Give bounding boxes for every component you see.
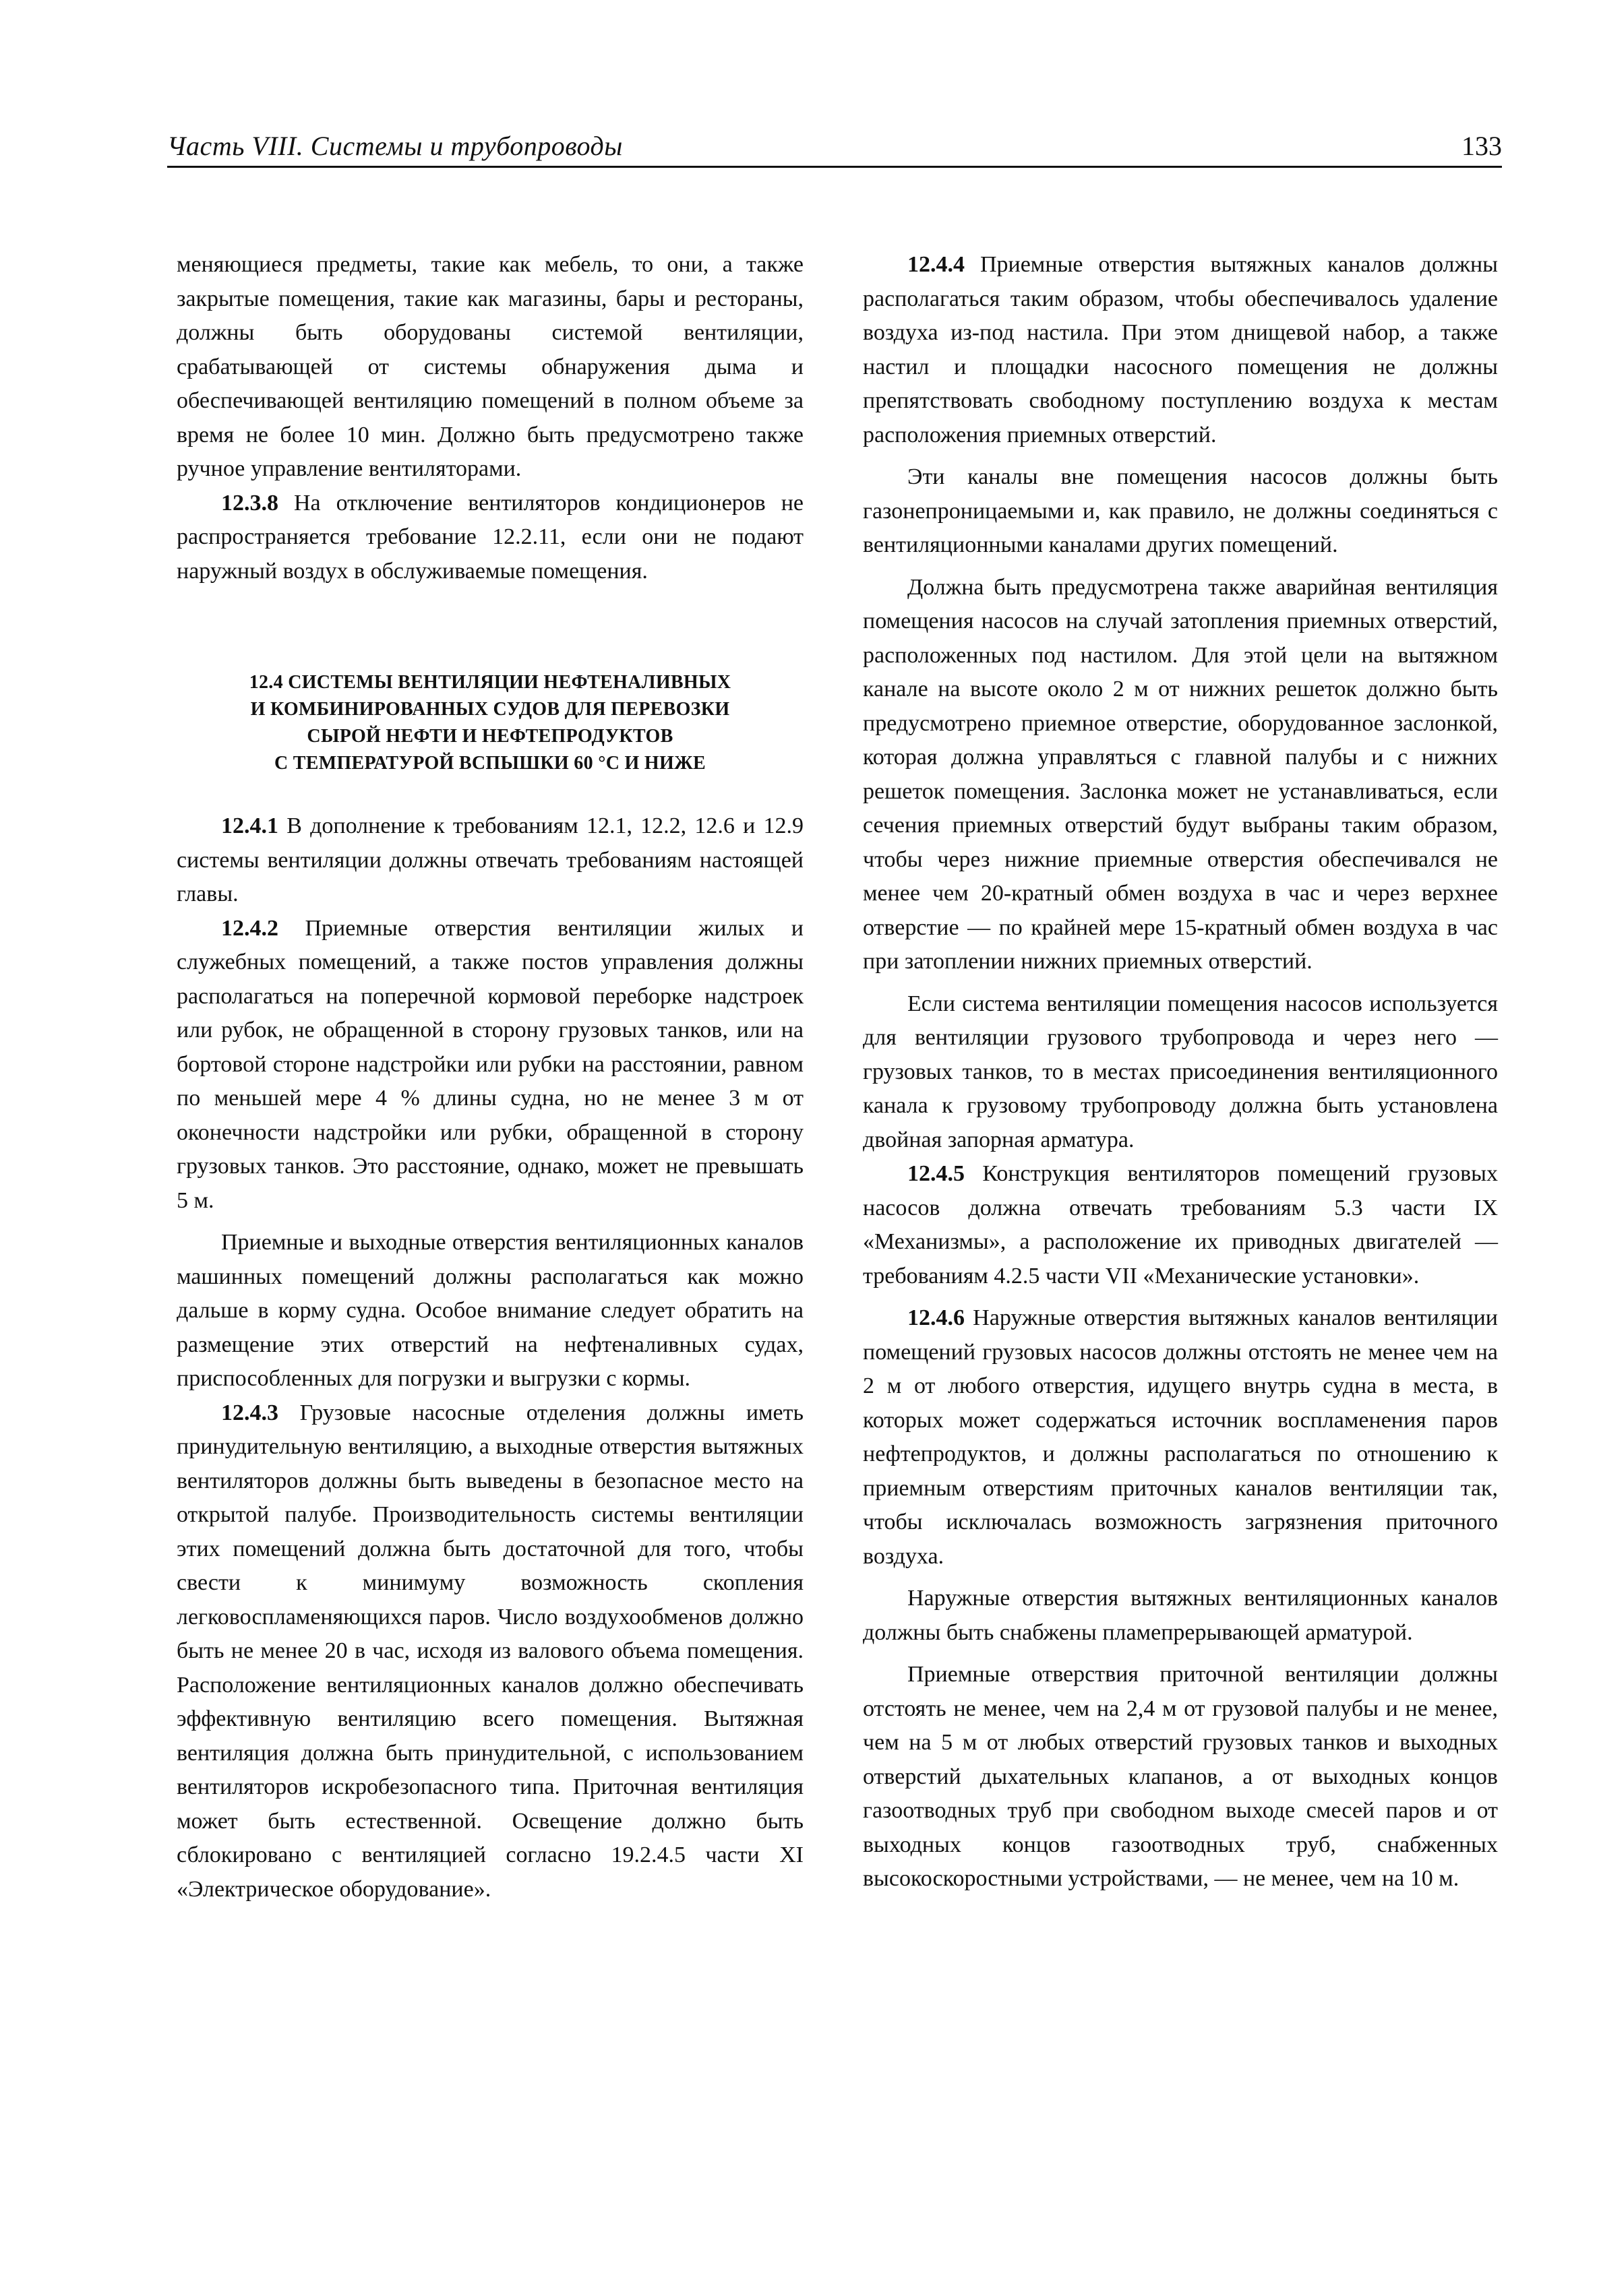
clause-number: 12.4.4 (907, 252, 965, 277)
clause-number: 12.3.8 (221, 490, 278, 516)
page-number: 133 (1461, 131, 1502, 161)
paragraph-12-4-1 (177, 809, 804, 912)
heading-line: С ТЕМПЕРАТУРОЙ ВСПЫШКИ 60 °С И НИЖЕ (274, 753, 706, 774)
paragraph: Эти каналы вне помещения насосов должны быть газонепроницаемыми и, как правило, не должны соединяться с вентиляционными каналами других помещений. (863, 464, 1498, 557)
paragraph-text: Приемные отверстия вентиляции жилых и служебных помещений, а также постов управления должны располагаться на поперечной кормовой переборке надстроек или рубок, не обращенной в сторону грузовых танков, или на бортовой стороне надстройки или рубки на расстоянии, равном по меньшей мере 4 % длины судна, но не менее 3 м от оконечности надстройки или рубки, обращенной в сторону грузовых танков. Это расстояние, однако, может не превышать 5 м. (177, 915, 804, 1213)
paragraph-text: В дополнение к требованиям 12.1, 12.2, 12.6 и 12.9 системы вентиляции должны отвечать требованиям настоящей главы. (177, 813, 804, 906)
heading-line: СЫРОЙ НЕФТИ И НЕФТЕПРОДУКТОВ (307, 726, 673, 747)
clause-number: 12.4.2 (221, 915, 278, 941)
paragraph-text: Наружные отверстия вытяжных каналов вентиляции помещений грузовых насосов должны отстоять не менее чем на 2 м от любого отверстия, идущего внутрь судна в места, в которых может содержаться источник воспламенения паров нефтепродуктов, и должны располагаться по отношению к приемным отверстиям приточных каналов вентиляции так, чтобы исключалась возможность загрязнения приточного воздуха. (863, 1305, 1498, 1569)
heading-line: 12.4 СИСТЕМЫ ВЕНТИЛЯЦИИ НЕФТЕНАЛИВНЫХ (249, 672, 731, 693)
paragraph-12-4-2 (177, 912, 804, 1218)
header-title: Часть VIII. Системы и трубопроводы (167, 131, 623, 161)
paragraph-12-4-5 (863, 1157, 1498, 1293)
paragraph: Приемные отверствия приточной вентиляции должны отстоять не менее, чем на 2,4 м от грузовой палубы и не менее, чем на 5 м от любых отверстий грузовых танков и выходных отверстий дыхательных клапанов, а от выходных концов газоотводных труб при свободном выходе смесей паров и от выходных концов газоотводных труб, снабженных высокоскоростными устройствами, — не менее, чем на 10 м. (863, 1662, 1498, 1891)
paragraph-12-3-8 (177, 487, 804, 589)
paragraph: Наружные отверстия вытяжных вентиляционных каналов должны быть снабжены пламепрерывающей арматурой. (863, 1586, 1498, 1645)
paragraph: Приемные и выходные отверстия вентиляционных каналов машинных помещений должны располагаться как можно дальше в корму судна. Особое внимание следует обратить на размещение этих отверстий на нефтеналивных судах, приспособленных для погрузки и выгрузки с кормы. (177, 1230, 804, 1391)
paragraph-text: Конструкция вентиляторов помещений грузовых насосов должна отвечать требованиям 5.3 части IX «Механизмы», а расположение их приводных двигателей — требованиям 4.2.5 части VII «Механические установки». (863, 1161, 1498, 1289)
clause-number: 12.4.5 (907, 1161, 965, 1186)
left-column (177, 248, 804, 1906)
paragraph: Должна быть предусмотрена также аварийная вентиляция помещения насосов на случай затопления приемных отверстий, расположенных под настилом. Для этой цели на вытяжном канале на высоте около 2 м от нижних решеток должно быть предусмотрено приемное отверстие, оборудованное заслонкой, которая должна управляться с главной палубы и с нижних решеток помещения. Заслонка может не устанавливаться, если сечения приемных отверстий будут выбраны таким образом, чтобы через нижние приемные отверстия обеспечивался не менее чем 20-кратный обмен воздуха в час и через верхнее отверстие — по крайней мере 15-кратный обмен воздуха в час при затоплении нижних приемных отверстий. (863, 574, 1498, 974)
running-header (167, 129, 1502, 168)
clause-number: 12.4.6 (907, 1305, 965, 1330)
heading-line: И КОМБИНИРОВАННЫХ СУДОВ ДЛЯ ПЕРЕВОЗКИ (250, 699, 730, 720)
paragraph-12-4-4 (863, 248, 1498, 452)
paragraph-12-4-3 (177, 1396, 804, 1907)
paragraph: Если система вентиляции помещения насосов используется для вентиляции грузового трубопровода и через него — грузовых танков, то в местах присоединения вентиляционного канала к грузовому трубопроводу должна быть установлена двойная запорная арматура. (863, 991, 1498, 1152)
right-column (863, 248, 1498, 1896)
paragraph-text: На отключение вентиляторов кондиционеров не распространяется требование 12.2.11, если они не подают наружный воздух в обслуживаемые помещения. (177, 490, 804, 584)
paragraph-text: Приемные отверстия вытяжных каналов должны располагаться таким образом, чтобы обеспечивалось удаление воздуха из-под настила. При этом днищевой набор, а также настил и площадки насосного помещения не должны препятствовать свободному поступлению воздуха к местам расположения приемных отверстий. (863, 252, 1498, 447)
clause-number: 12.4.3 (221, 1400, 278, 1425)
paragraph: меняющиеся предметы, такие как мебель, то они, а также закрытые помещения, такие как магазины, бары и рестораны, должны быть оборудованы системой вентиляции, срабатывающей от системы обнаружения дыма и обеспечивающей вентиляцию помещений в полном объеме за время не более 10 мин. Должно быть предусмотрено также ручное управление вентиляторами. (177, 252, 804, 481)
clause-number: 12.4.1 (221, 813, 278, 838)
paragraph-12-4-6 (863, 1301, 1498, 1574)
section-heading (177, 669, 804, 777)
paragraph-text: Грузовые насосные отделения должны иметь принудительную вентиляцию, а выходные отверстия вытяжных вентиляторов должны быть выведены в безопасное место на открытой палубе. Производительность системы вентиляции этих помещений должна быть достаточной для того, чтобы свести к минимуму возможность скопления легковоспламеняющихся паров. Число воздухообменов должно быть не менее 20 в час, исходя из валового объема помещения. Расположение вентиляционных каналов должно обеспечивать эффективную вентиляцию всего помещения. Вытяжная вентиляция должна быть принудительной, с использованием вентиляторов искробезопасного типа. Приточная вентиляция может быть естественной. Освещение должно быть сблокировано с вентиляцией согласно 19.2.4.5 части XI «Электрическое оборудование». (177, 1400, 804, 1902)
